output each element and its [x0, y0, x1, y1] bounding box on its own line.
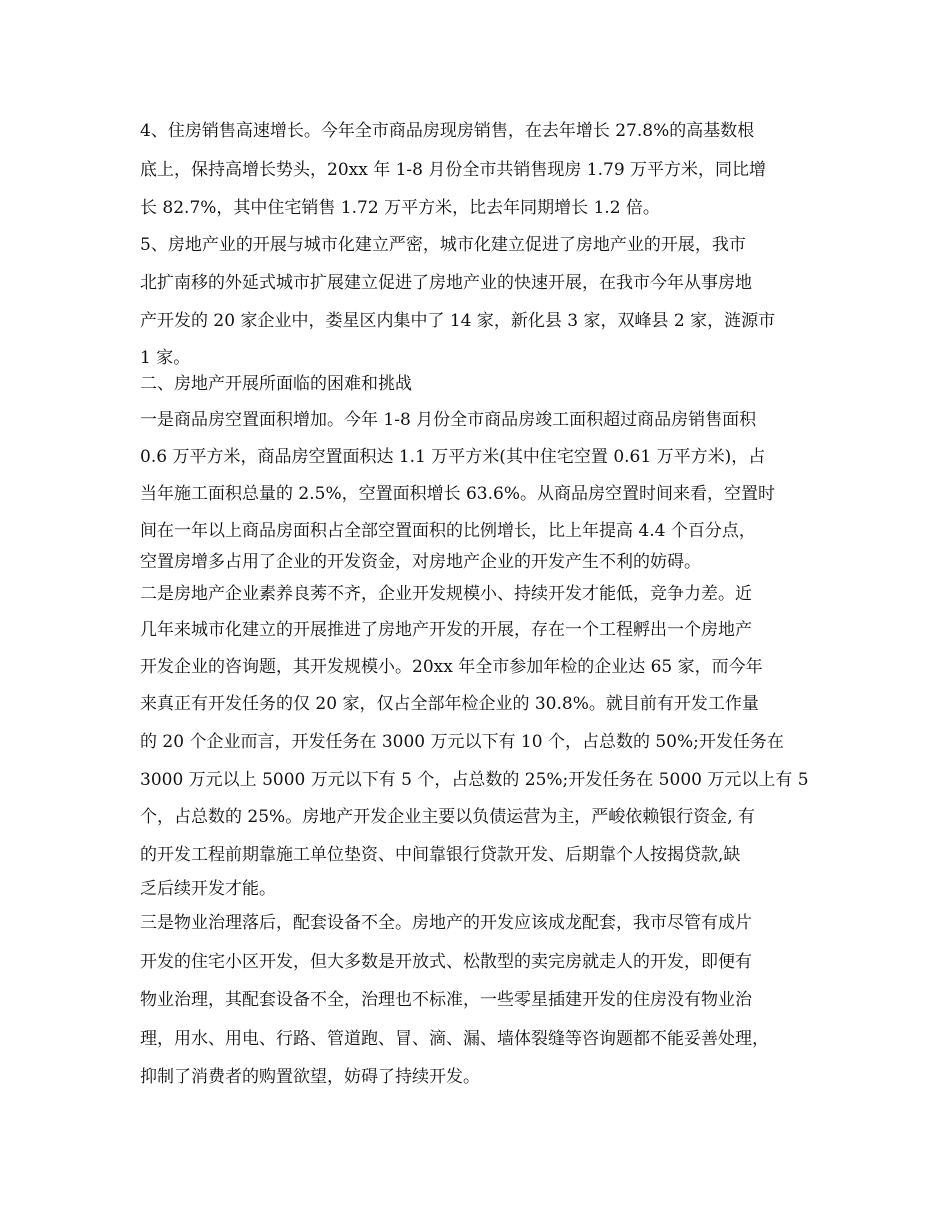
text-line: 5、房地产业的开展与城市化建立严密，城市化建立促进了房地产业的开展，我市 — [140, 235, 746, 255]
text-line: 二是房地产企业素养良莠不齐，企业开发规模小、持续开发才能低，竞争力差。近 — [140, 584, 752, 604]
text-line: 物业治理，其配套设备不全，治理也不标准，一些零星插建开发的住房没有物业治 — [140, 990, 752, 1010]
text-line: 长 82.7%，其中住宅销售 1.72 万平方米，比去年同期增长 1.2 倍。 — [140, 198, 660, 218]
text-line: 抑制了消费者的购置欲望，妨碍了持续开发。 — [140, 1067, 480, 1087]
text-line: 的 20 个企业而言，开发任务在 3000 万元以下有 10 个，占总数的 50%;开发任务在 — [140, 732, 784, 752]
text-line: 一是商品房空置面积增加。今年 1-8 月份全市商品房竣工面积超过商品房销售面积 — [140, 410, 757, 430]
text-line: 0.6 万平方米，商品房空置面积达 1.1 万平方米(其中住宅空置 0.61 万平方米)，占 — [140, 447, 766, 467]
text-line: 3000 万元以上 5000 万元以下有 5 个，占总数的 25%;开发任务在 5000 万元以上有 5 — [140, 770, 809, 790]
text-line: 空置房增多占用了企业的开发资金，对房地产企业的开发产生不利的妨碍。 — [140, 552, 701, 572]
section-heading: 二、房地产开展所面临的困难和挑战 — [140, 374, 412, 394]
text-line: 产开发的 20 家企业中，娄星区内集中了 14 家，新化县 3 家，双峰县 2 家，涟源市 — [140, 311, 776, 331]
text-line: 底上，保持高增长势头，20xx 年 1-8 月份全市共销售现房 1.79 万平方米，同比增 — [140, 160, 767, 180]
text-line: 几年来城市化建立的开展推进了房地产开发的开展，存在一个工程孵出一个房地产 — [140, 620, 752, 640]
text-line: 北扩南移的外延式城市扩展建立促进了房地产业的快速开展，在我市今年从事房地 — [140, 273, 752, 293]
text-line: 乏后续开发才能。 — [140, 879, 276, 899]
text-line: 1 家。 — [140, 348, 191, 368]
text-line: 个，占总数的 25%。房地产开发企业主要以负债运营为主，严峻依赖银行资金, 有 — [140, 807, 755, 827]
text-line: 的开发工程前期靠施工单位垫资、中间靠银行贷款开发、后期靠个人按揭贷款,缺 — [140, 845, 741, 865]
text-line: 三是物业治理落后，配套设备不全。房地产的开发应该成龙配套，我市尽管有成片 — [140, 913, 752, 933]
text-line: 来真正有开发任务的仅 20 家，仅占全部年检企业的 30.8%。就目前有开发工作量 — [140, 694, 759, 714]
text-line: 理，用水、用电、行路、管道跑、冒、滴、漏、墙体裂缝等咨询题都不能妥善处理， — [140, 1029, 769, 1049]
text-line: 间在一年以上商品房面积占全部空置面积的比例增长，比上年提高 4.4 个百分点， — [140, 521, 756, 541]
text-line: 开发企业的咨询题，其开发规模小。20xx 年全市参加年检的企业达 65 家，而今年 — [140, 657, 763, 677]
text-line: 4、住房销售高速增长。今年全市商品房现房销售，在去年增长 27.8%的高基数根 — [140, 121, 755, 141]
text-line: 开发的住宅小区开发，但大多数是开放式、松散型的卖完房就走人的开发，即便有 — [140, 952, 752, 972]
text-line: 当年施工面积总量的 2.5%，空置面积增长 63.6%。从商品房空置时间来看，空置时 — [140, 484, 776, 504]
